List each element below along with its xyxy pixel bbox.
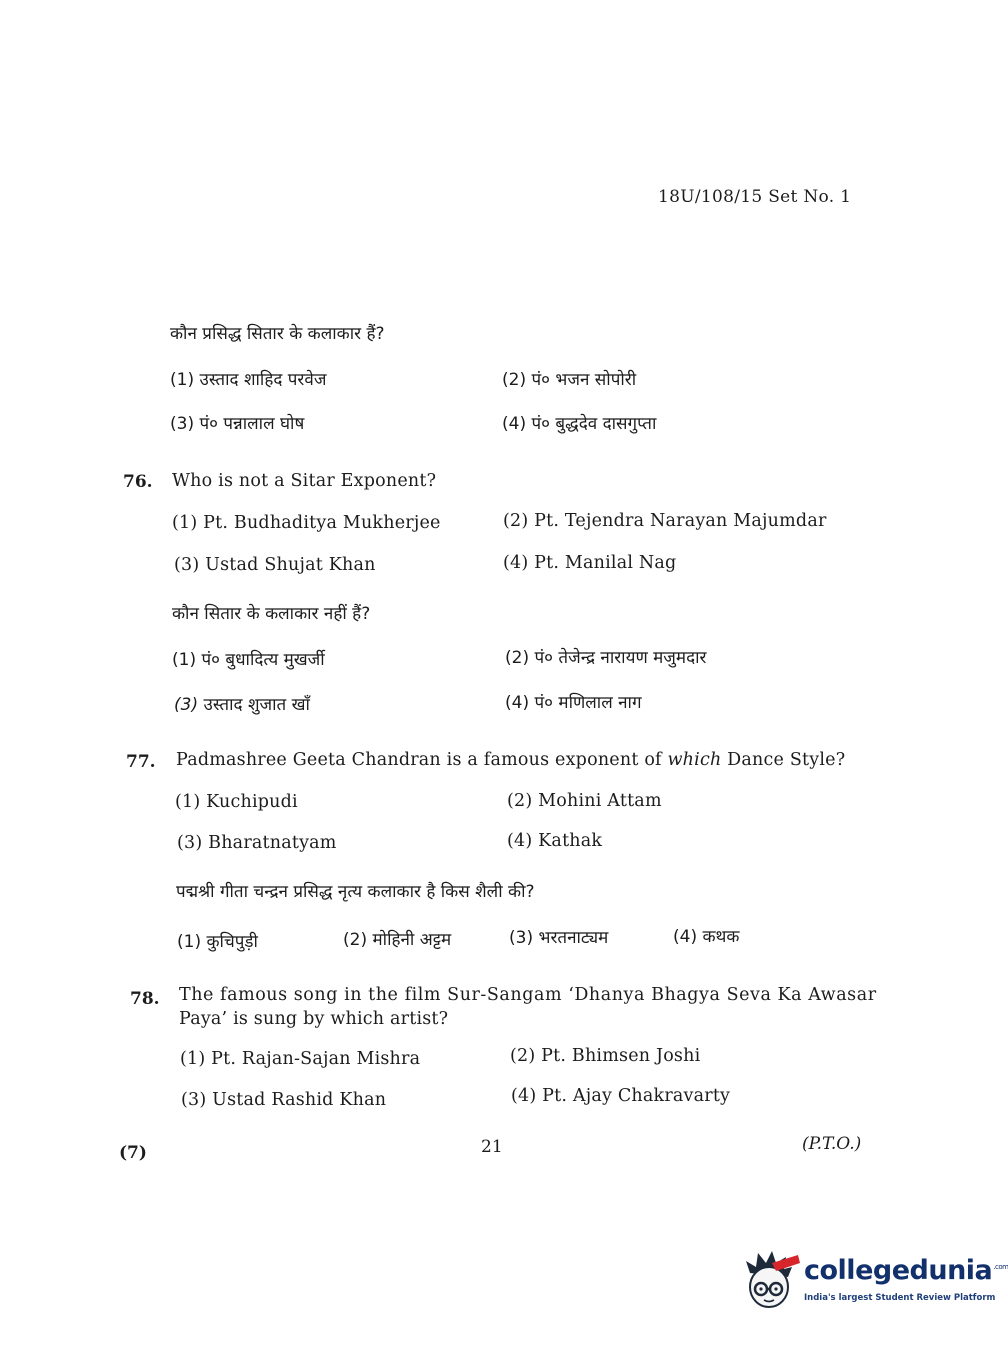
option-text: पं० तेजेन्द्र नारायण मजुमदार (534, 648, 707, 668)
option-text: भरतनाट्यम (538, 928, 609, 948)
paper-code: 18U/108/15 Set No. 1 (658, 187, 852, 207)
option-number: (4) (502, 414, 527, 434)
option-number: (4) (673, 927, 698, 947)
question-77-text-italic: which (667, 750, 722, 770)
option-text: Pt. Tejendra Narayan Majumdar (534, 511, 827, 531)
option-number: (3) (174, 555, 200, 575)
option-number: (1) (172, 513, 198, 533)
question-78-text-line2: Paya’ is sung by which artist? (179, 1009, 449, 1029)
prev-hindi-option-4 (502, 411, 656, 434)
option-number: (2) (343, 930, 368, 950)
question-77-hindi-text: पद्मश्री गीता चन्द्रन प्रसिद्ध नृत्य कलाकार है किस शैली की? (176, 882, 535, 902)
q77-hindi-option-3 (509, 925, 608, 948)
question-78-text-line1: The famous song in the film Sur-Sangam ‘Dhanya Bhagya Seva Ka Awasar (179, 985, 877, 1005)
option-text: पं० बुद्धदेव दासगुप्ता (531, 414, 657, 434)
q77-option-3 (177, 833, 337, 853)
option-number: (4) (511, 1086, 537, 1106)
option-number: (2) (510, 1046, 536, 1066)
option-number: (4) (503, 553, 529, 573)
option-number: (3) (177, 833, 203, 853)
option-text: Kathak (538, 831, 603, 851)
q78-option-4 (511, 1086, 730, 1106)
option-number: (1) (177, 932, 202, 952)
q76-hindi-option-3 (174, 692, 310, 715)
option-number: (1) (175, 792, 201, 812)
prev-hindi-option-1 (170, 367, 326, 390)
logo-wordmark: collegedunia$^{.com}$ (804, 1255, 1008, 1286)
option-text: Pt. Ajay Chakravarty (542, 1086, 731, 1106)
question-77-text-part1: Padmashree Geeta Chandran is a famous exponent of (176, 750, 668, 770)
option-number: (3) (181, 1090, 207, 1110)
q76-option-1 (172, 513, 441, 533)
option-number: (3) (174, 695, 199, 715)
option-text: पं० पन्नालाल घोष (199, 414, 305, 434)
option-number: (2) (503, 511, 529, 531)
footer-left-marker: (7) (119, 1143, 147, 1163)
option-text: उस्ताद शाहिद परवेज (199, 370, 327, 390)
collegedunia-logo (742, 1249, 1008, 1313)
q77-option-4 (507, 831, 602, 851)
option-number: (2) (502, 370, 527, 390)
option-text: कथक (702, 927, 740, 947)
q76-option-4 (503, 553, 676, 573)
option-text: Pt. Manilal Nag (534, 553, 677, 573)
prev-hindi-option-2 (502, 367, 636, 390)
option-text: Mohini Attam (538, 791, 662, 811)
option-number: (3) (170, 414, 195, 434)
option-text: Kuchipudi (206, 792, 298, 812)
option-number: (3) (509, 928, 534, 948)
question-77-text (176, 750, 845, 770)
q76-hindi-option-1 (172, 647, 325, 670)
q78-option-2 (510, 1046, 700, 1066)
q77-hindi-option-4 (673, 924, 739, 947)
option-text: Pt. Budhaditya Mukherjee (203, 513, 441, 533)
option-text: उस्ताद शुजात खाँ (203, 695, 310, 715)
option-text: पं० मणिलाल नाग (534, 693, 642, 713)
prev-hindi-option-3 (170, 411, 304, 434)
question-number-76: 76. (123, 472, 153, 492)
option-text: Pt. Rajan-Sajan Mishra (211, 1049, 421, 1069)
page-number: 21 (481, 1137, 503, 1157)
option-text: Bharatnatyam (208, 833, 337, 853)
q77-option-2 (507, 791, 662, 811)
question-76-text: Who is not a Sitar Exponent? (172, 471, 437, 491)
prev-question-hindi-text: कौन प्रसिद्ध सितार के कलाकार हैं? (170, 324, 385, 344)
option-number: (2) (507, 791, 533, 811)
q76-option-2 (503, 511, 827, 531)
option-text: Pt. Bhimsen Joshi (541, 1046, 701, 1066)
option-number: (1) (180, 1049, 206, 1069)
q77-hindi-option-1 (177, 929, 258, 952)
question-number-77: 77. (126, 752, 156, 772)
option-number: (1) (172, 650, 197, 670)
mascot-icon (742, 1249, 802, 1313)
option-text: कुचिपुड़ी (206, 932, 258, 952)
q78-option-1 (180, 1049, 420, 1069)
option-text: पं० भजन सोपोरी (531, 370, 637, 390)
logo-tagline: India's largest Student Review Platform (804, 1293, 996, 1303)
option-text: Ustad Rashid Khan (212, 1090, 387, 1110)
option-number: (4) (505, 693, 530, 713)
question-77-text-part2: Dance Style? (721, 750, 846, 770)
option-number: (2) (505, 648, 530, 668)
option-number: (1) (170, 370, 195, 390)
question-76-hindi-text: कौन सितार के कलाकार नहीं हैं? (172, 604, 371, 624)
q76-hindi-option-4 (505, 690, 642, 713)
option-text: पं० बुधादित्य मुखर्जी (201, 650, 325, 670)
q76-hindi-option-2 (505, 645, 706, 668)
q77-option-1 (175, 792, 298, 812)
q78-option-3 (181, 1090, 386, 1110)
option-text: मोहिनी अट्टम (372, 930, 452, 950)
q77-hindi-option-2 (343, 927, 451, 950)
question-number-78: 78. (130, 989, 160, 1009)
option-text: Ustad Shujat Khan (205, 555, 376, 575)
pto-label: (P.T.O.) (802, 1134, 862, 1154)
q76-option-3 (174, 555, 376, 575)
option-number: (4) (507, 831, 533, 851)
